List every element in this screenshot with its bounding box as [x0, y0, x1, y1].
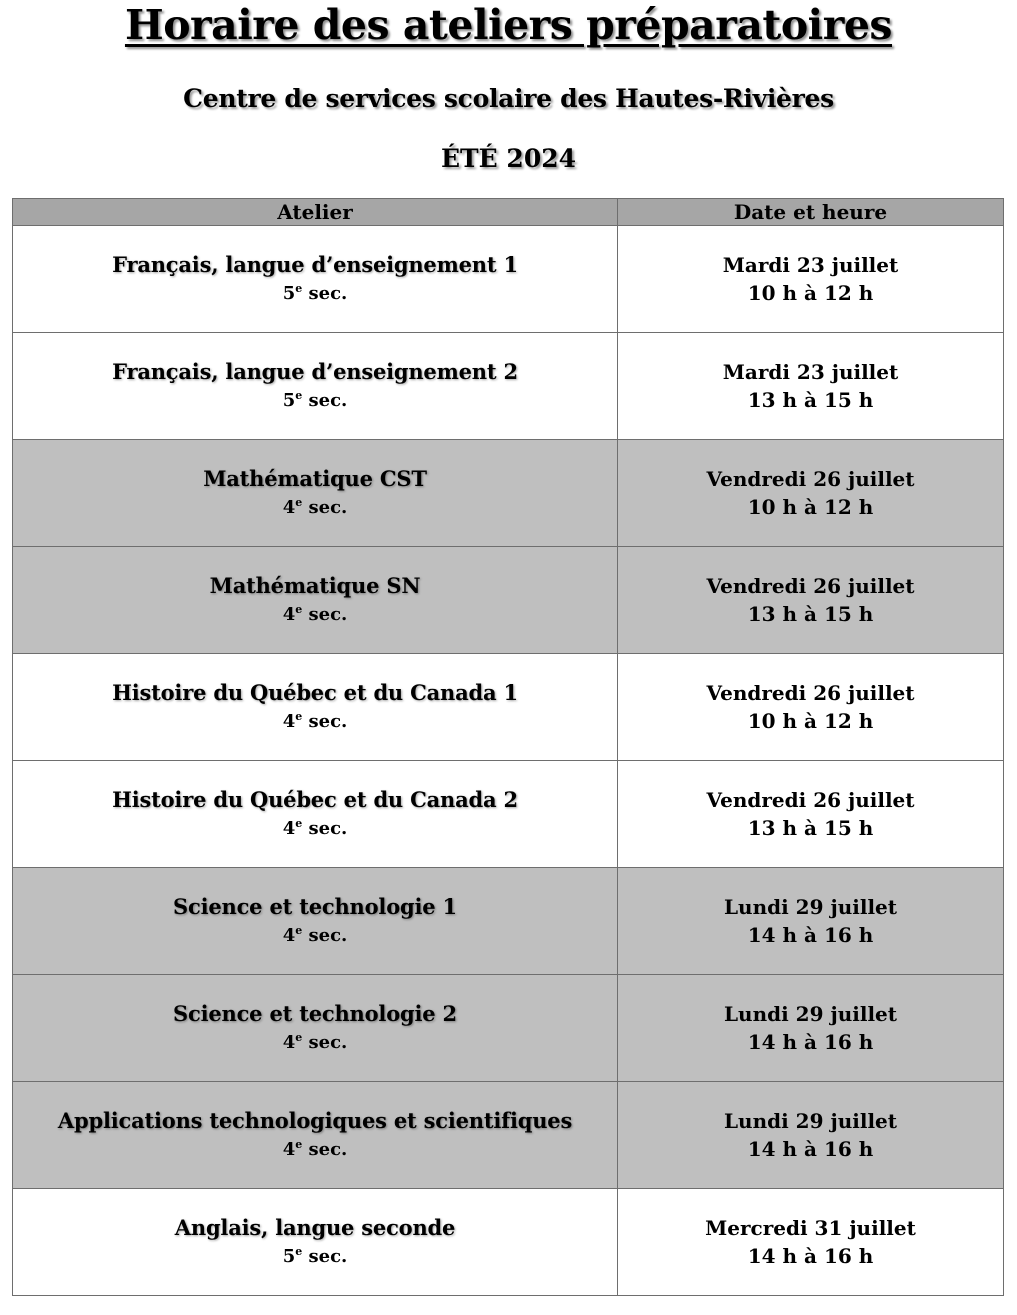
atelier-level [13, 280, 617, 308]
session-date: Mardi 23 juillet [722, 253, 899, 277]
session-time: 10 h à 12 h [747, 709, 874, 733]
atelier-cell [13, 333, 618, 440]
level-number: 4 [282, 497, 296, 518]
session-time: 10 h à 12 h [747, 281, 874, 305]
organization-name: Centre de services scolaire des Hautes-Rivières [183, 84, 834, 113]
session-date: Mardi 23 juillet [722, 360, 899, 384]
level-superscript: e [295, 1031, 303, 1044]
datetime-cell [618, 547, 1004, 654]
level-superscript: e [295, 924, 303, 937]
level-superscript: e [295, 710, 303, 723]
session-time: 14 h à 16 h [747, 1030, 874, 1054]
table-row [13, 1082, 1004, 1189]
session-date: Vendredi 26 juillet [706, 681, 915, 705]
table-row [13, 1189, 1004, 1296]
table-row [13, 547, 1004, 654]
atelier-level [13, 1029, 617, 1057]
level-superscript: e [295, 603, 303, 616]
atelier-cell [13, 1082, 618, 1189]
table-row [13, 654, 1004, 761]
atelier-level [13, 922, 617, 950]
level-superscript: e [295, 1245, 303, 1258]
session-time: 14 h à 16 h [747, 923, 874, 947]
datetime-cell [618, 333, 1004, 440]
level-superscript: e [295, 496, 303, 509]
datetime-cell [618, 868, 1004, 975]
level-suffix: sec. [302, 925, 348, 946]
atelier-name: Science et technologie 1 [173, 894, 457, 919]
atelier-level [13, 601, 617, 629]
column-header-atelier: Atelier [13, 199, 618, 226]
level-suffix: sec. [302, 390, 348, 411]
level-suffix: sec. [302, 1246, 348, 1267]
datetime-cell [618, 654, 1004, 761]
atelier-cell [13, 440, 618, 547]
atelier-name: Histoire du Québec et du Canada 1 [112, 680, 518, 705]
atelier-cell [13, 226, 618, 333]
atelier-level [13, 494, 617, 522]
table-row [13, 975, 1004, 1082]
session-time: 14 h à 16 h [747, 1244, 874, 1268]
datetime-cell [618, 1082, 1004, 1189]
season-label: ÉTÉ 2024 [441, 144, 576, 173]
atelier-name: Mathématique SN [209, 573, 421, 598]
level-suffix: sec. [302, 818, 348, 839]
level-suffix: sec. [302, 1032, 348, 1053]
session-date: Lundi 29 juillet [723, 1002, 898, 1026]
session-date: Mercredi 31 juillet [705, 1216, 916, 1240]
level-number: 4 [282, 1032, 296, 1053]
atelier-name: Histoire du Québec et du Canada 2 [112, 787, 518, 812]
session-time: 13 h à 15 h [747, 388, 874, 412]
atelier-name: Français, langue d’enseignement 2 [112, 359, 518, 384]
atelier-name: Science et technologie 2 [173, 1001, 457, 1026]
atelier-name: Applications technologiques et scientifiques [57, 1108, 573, 1133]
level-superscript: e [295, 817, 303, 830]
atelier-cell [13, 975, 618, 1082]
level-number: 4 [282, 925, 296, 946]
atelier-cell [13, 547, 618, 654]
level-number: 5 [282, 283, 296, 304]
column-header-date: Date et heure [618, 199, 1004, 226]
level-superscript: e [295, 389, 303, 402]
table-row [13, 761, 1004, 868]
session-time: 13 h à 15 h [747, 816, 874, 840]
level-suffix: sec. [302, 1139, 348, 1160]
datetime-cell [618, 226, 1004, 333]
level-suffix: sec. [302, 497, 348, 518]
datetime-cell [618, 761, 1004, 868]
schedule-table [12, 198, 1004, 1296]
table-body [13, 226, 1004, 1296]
atelier-level [13, 815, 617, 843]
level-superscript: e [295, 1138, 303, 1151]
datetime-cell [618, 975, 1004, 1082]
level-suffix: sec. [302, 711, 348, 732]
session-date: Lundi 29 juillet [723, 895, 898, 919]
table-row [13, 868, 1004, 975]
session-date: Vendredi 26 juillet [706, 788, 915, 812]
page-title: Horaire des ateliers préparatoires [124, 1, 893, 49]
atelier-name: Anglais, langue seconde [174, 1215, 456, 1240]
session-date: Vendredi 26 juillet [706, 467, 915, 491]
level-number: 4 [282, 604, 296, 625]
atelier-level [13, 708, 617, 736]
session-time: 13 h à 15 h [747, 602, 874, 626]
level-number: 5 [282, 1246, 296, 1267]
datetime-cell [618, 440, 1004, 547]
level-suffix: sec. [302, 604, 348, 625]
session-date: Lundi 29 juillet [723, 1109, 898, 1133]
level-number: 4 [282, 1139, 296, 1160]
table-row [13, 333, 1004, 440]
atelier-name: Mathématique CST [203, 466, 427, 491]
level-number: 5 [282, 390, 296, 411]
table-header-row [13, 199, 1004, 226]
atelier-level [13, 1136, 617, 1164]
atelier-level [13, 1243, 617, 1271]
atelier-cell [13, 654, 618, 761]
atelier-level [13, 387, 617, 415]
atelier-cell [13, 761, 618, 868]
session-time: 10 h à 12 h [747, 495, 874, 519]
level-number: 4 [282, 818, 296, 839]
table-row [13, 440, 1004, 547]
session-date: Vendredi 26 juillet [706, 574, 915, 598]
atelier-cell [13, 868, 618, 975]
level-superscript: e [295, 282, 303, 295]
table-row [13, 226, 1004, 333]
atelier-name: Français, langue d’enseignement 1 [112, 252, 518, 277]
datetime-cell [618, 1189, 1004, 1296]
level-suffix: sec. [302, 283, 348, 304]
atelier-cell [13, 1189, 618, 1296]
level-number: 4 [282, 711, 296, 732]
session-time: 14 h à 16 h [747, 1137, 874, 1161]
